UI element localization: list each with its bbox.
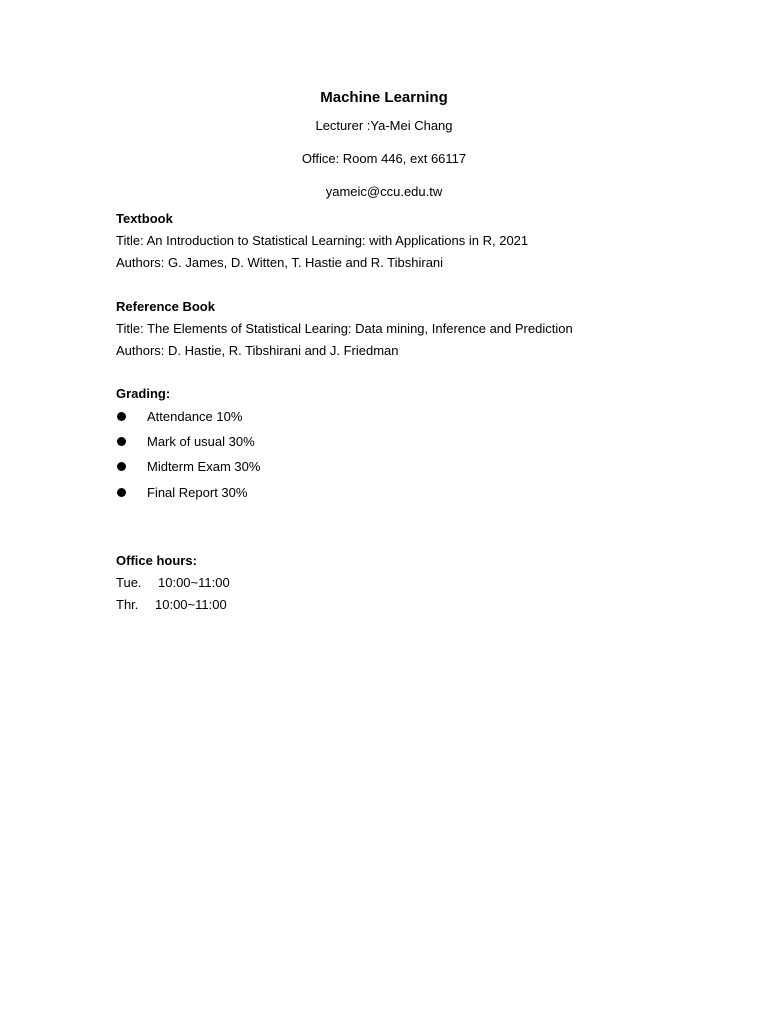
document-title: Machine Learning xyxy=(320,89,448,106)
reference-book-heading: Reference Book xyxy=(116,299,215,314)
grading-item-label: Attendance 10% xyxy=(147,409,243,424)
grading-item-label: Midterm Exam 30% xyxy=(147,459,261,474)
bullet-dot-icon xyxy=(117,412,126,421)
lecturer-line: Lecturer :Ya-Mei Chang xyxy=(315,118,453,133)
grading-heading: Grading: xyxy=(116,386,171,401)
textbook-authors: Authors: G. James, D. Witten, T. Hastie and R. Tibshirani xyxy=(116,255,444,270)
email-line: yameic@ccu.edu.tw xyxy=(325,184,443,199)
textbook-title: Title: An Introduction to Statistical Learning: with Applications in R, 2021 xyxy=(116,233,529,248)
reference-book-title: Title: The Elements of Statistical Learing: Data mining, Inference and Prediction xyxy=(116,321,573,336)
grading-item-label: Mark of usual 30% xyxy=(147,434,255,449)
bullet-dot-icon xyxy=(117,488,126,497)
bullet-dot-icon xyxy=(117,437,126,446)
office-hours-day: Tue. xyxy=(116,575,142,590)
grading-item-label: Final Report 30% xyxy=(147,485,248,500)
reference-book-authors: Authors: D. Hastie, R. Tibshirani and J. Friedman xyxy=(116,343,399,358)
office-hours-time: 10:00~11:00 xyxy=(158,575,230,590)
office-line: Office: Room 446, ext 66117 xyxy=(301,151,467,166)
office-hours-day: Thr. xyxy=(116,597,139,612)
office-hours-heading: Office hours: xyxy=(116,553,197,568)
textbook-heading: Textbook xyxy=(116,211,173,226)
bullet-dot-icon xyxy=(117,462,126,471)
office-hours-time: 10:00~11:00 xyxy=(155,597,227,612)
